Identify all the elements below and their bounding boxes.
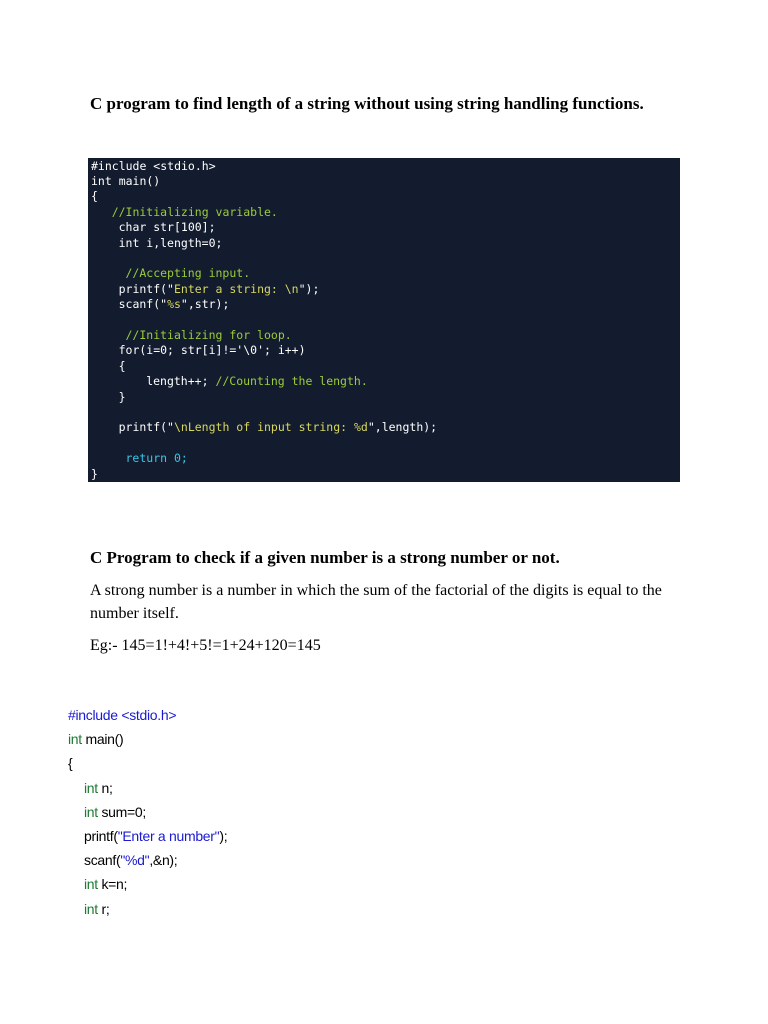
code-token: k=n; [97,876,128,893]
code-token: int [68,731,82,748]
code-token: #include <stdio.h> [68,707,177,723]
code-token: "Enter a number" [117,828,220,844]
code-token: r; [97,900,110,917]
code-token: { [68,755,73,772]
code-token: char str[100]; [118,220,216,235]
string-length-code-block [88,158,680,482]
code-token: %s [167,297,181,312]
code-line [126,328,292,343]
code-token: length++; [146,374,216,389]
code-token: "); [298,281,320,296]
section2-heading: C Program to check if a given number is a strong number or not. [90,548,560,567]
code-token: printf( [84,828,118,844]
code-line [91,467,98,482]
code-token: int [84,803,98,820]
code-token: main() [81,731,124,748]
code-token: int [84,900,98,917]
code-token: } [91,466,98,481]
code-line [84,875,127,893]
code-line [68,754,72,772]
code-token: //Initializing for loop. [125,327,292,342]
code-line [84,803,146,821]
code-token: { [91,189,98,204]
code-token: int [84,876,98,893]
code-line [119,236,223,251]
code-line [84,827,227,845]
code-token: n; [97,779,113,796]
code-token: ",length); [367,420,438,435]
code-token: { [118,358,126,373]
code-line [91,174,160,189]
code-token: for(i=0; str[i]!='\0'; i++) [118,343,306,358]
code-line [119,220,216,235]
code-token: printf(" [118,420,174,435]
code-token: //Counting the length. [215,374,368,389]
code-token: Enter a string: \n [173,281,299,296]
section1-heading: C program to find length of a string without using string handling functions. [90,94,644,113]
code-token: printf(" [118,281,174,296]
strong-number-description: A strong number is a number in which the sum of the factorial of the digits is equal to the number itself. [90,582,662,622]
code-token: \nLength of input string: %d [173,420,368,435]
code-line [68,730,123,748]
code-line [119,343,306,358]
code-line [126,451,188,466]
code-token: "%d" [120,852,150,869]
code-line [91,189,98,204]
code-token: ,&n); [149,852,178,869]
code-token: //Initializing variable. [111,204,278,219]
code-token: sum=0; [97,803,146,820]
code-token: scanf( [84,852,121,869]
strong-number-example: Eg:- 145=1!+4!+5!=1+24+120=145 [90,637,321,654]
code-line [126,266,251,281]
code-line [119,390,126,405]
code-token: #include <stdio.h> [91,158,216,173]
code-token: int i,length=0; [118,235,223,250]
code-line [119,420,438,435]
code-token: ); [219,828,228,844]
code-line [84,851,177,869]
code-token: scanf(" [118,297,168,312]
code-line [91,159,216,174]
code-token: int main() [91,173,161,188]
code-line [112,205,278,220]
code-token: int [84,779,98,796]
code-line [84,779,113,797]
code-token: } [118,389,126,404]
code-line [119,297,230,312]
code-line [119,282,320,297]
code-line [68,706,176,724]
code-token: //Accepting input. [125,266,251,281]
code-line [84,900,109,918]
code-line [146,374,368,389]
code-line [119,359,126,374]
code-token: ",str); [180,297,230,312]
code-token: return 0; [125,451,188,466]
